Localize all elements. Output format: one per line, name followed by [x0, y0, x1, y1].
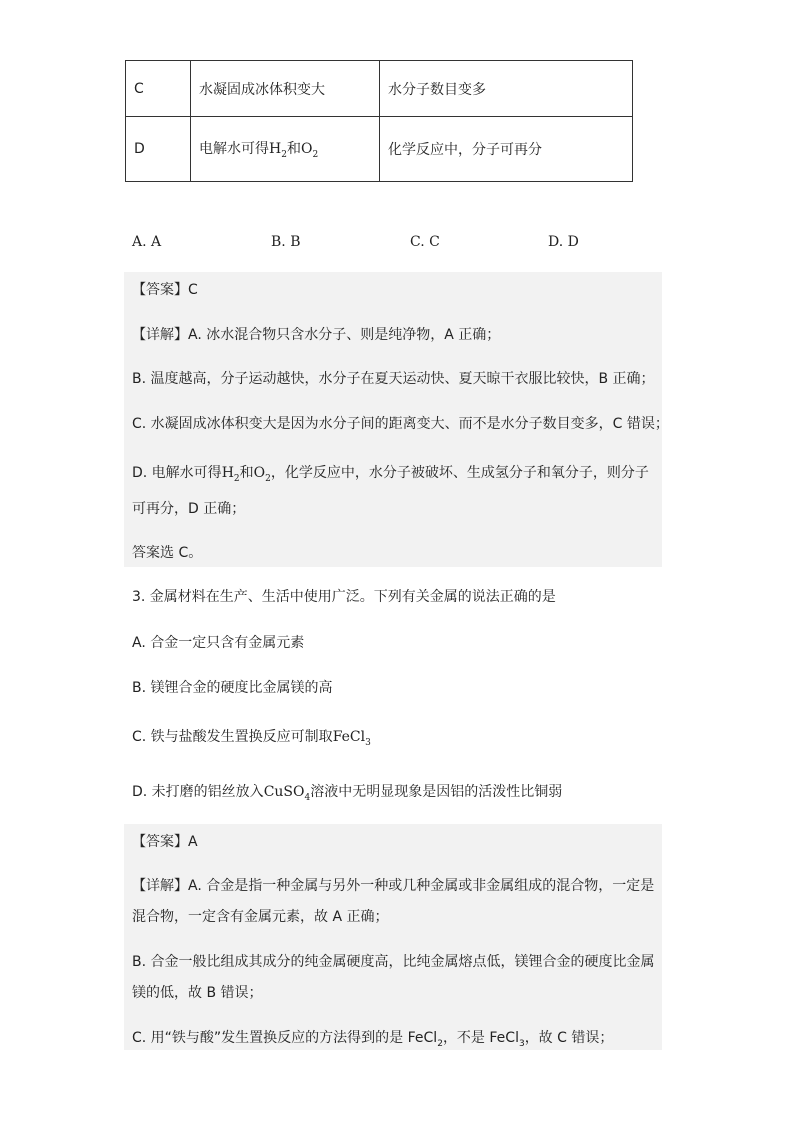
- table-cell-phenomenon: 水凝固成冰体积变大: [191, 61, 380, 117]
- explanation-line: C. 用“铁与酸”发生置换反应的方法得到的是 FeCl$_2$，不是 FeCl$_3$，故 C 错误；: [132, 1030, 614, 1049]
- q2-options: [132, 234, 652, 254]
- formula-o2: $O_2$: [300, 141, 319, 160]
- explanation-line: 【详解】A. 冰水混合物只含水分子、则是纯净物，A 正确；: [132, 327, 501, 343]
- question-stem: 3. 金属材料在生产、生活中使用广泛。下列有关金属的说法正确的是: [132, 589, 556, 605]
- formula-h2: $H_2$: [269, 141, 287, 160]
- question-option-b: B. 镁锂合金的硬度比金属镁的高: [132, 680, 333, 696]
- explanation-line: 【详解】A. 合金是指一种金属与另外一种或几种金属或非金属组成的混合物，一定是: [132, 878, 655, 894]
- explanation-line: D. 电解水可得$H_2$和$O_2$，化学反应中，水分子被破坏、生成氢分子和氧分子，则分子: [132, 465, 649, 484]
- table-cell-explanation: 化学反应中，分子可再分: [380, 117, 633, 182]
- answer-panel: [124, 824, 662, 1050]
- text-span: 和: [286, 141, 301, 158]
- table-cell-explanation: 水分子数目变多: [380, 61, 633, 117]
- explanation-line: 混合物，一定含有金属元素，故 A 正确；: [132, 909, 389, 925]
- explanation-line: B. 合金一般比组成其成分的纯金属硬度高，比纯金属熔点低，镁锂合金的硬度比金属: [132, 954, 655, 970]
- option-d: D. D: [548, 234, 579, 250]
- table-cell-phenomenon: [191, 117, 380, 182]
- formula-cuso4: CuSO$_4$: [263, 784, 311, 803]
- question-option-d: D. 未打磨的铝丝放入CuSO$_4$溶液中无明显现象是因铝的活泼性比铜弱: [132, 784, 563, 803]
- table-cell-option: D: [126, 117, 191, 182]
- options-table: [125, 60, 633, 182]
- formula-h2: $H_2$: [221, 465, 240, 484]
- option-b: B. B: [271, 234, 301, 250]
- answer-label: 【答案】A: [132, 834, 198, 850]
- table-row: [126, 117, 633, 182]
- formula-fecl3: FeCl$_3$: [332, 729, 371, 748]
- option-c: C. C: [410, 234, 440, 250]
- explanation-line: B. 温度越高，分子运动越快，水分子在夏天运动快、夏天晾干衣服比较快，B 正确；: [132, 371, 655, 387]
- explanation-line: 答案选 C。: [132, 545, 203, 561]
- text-span: 电解水可得: [199, 141, 269, 158]
- question-option-c: C. 铁与盐酸发生置换反应可制取FeCl$_3$: [132, 729, 371, 748]
- question-option-a: A. 合金一定只含有金属元素: [132, 635, 305, 651]
- explanation-line: C. 水凝固成冰体积变大是因为水分子间的距离变大、而不是水分子数目变多，C 错误；: [132, 416, 669, 432]
- option-a: A. A: [132, 234, 162, 250]
- table-row: [126, 61, 633, 117]
- table-cell-option: C: [126, 61, 191, 117]
- explanation-line: 可再分，D 正确；: [132, 501, 246, 517]
- formula-o2: $O_2$: [253, 465, 271, 484]
- answer-label: 【答案】C: [132, 282, 198, 298]
- explanation-line: 镁的低，故 B 错误；: [132, 985, 263, 1001]
